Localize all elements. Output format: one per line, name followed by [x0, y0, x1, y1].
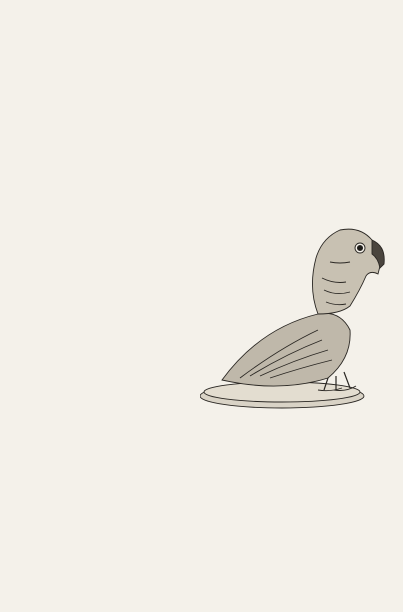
owl-engraving — [200, 218, 390, 418]
page-header — [40, 2, 380, 16]
